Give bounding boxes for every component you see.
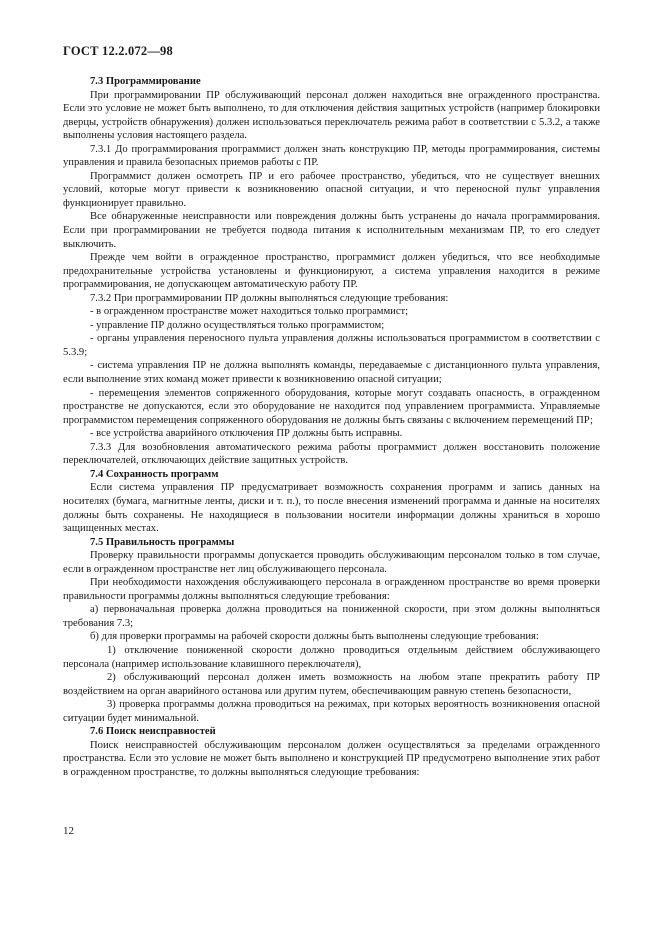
paragraph: Если система управления ПР предусматривает возможность сохранения программ и запись данных на носителях (бумага, магнитные ленты, диски и т. п.), то после внесения изменений программа и данные на носителях должны быть сохранены. Не находящиеся в пользовании носители информации должны храниться в хорошо защищенных местах. xyxy=(63,482,600,535)
section-heading: 7.5 Правильность программы xyxy=(90,536,235,548)
section-heading: 7.4 Сохранность программ xyxy=(90,468,219,480)
paragraph: - в огражденном пространстве может находиться только программист; xyxy=(90,306,409,318)
section-heading: 7.3 Программирование xyxy=(90,76,201,87)
paragraph: 7.3.3 Для возобновления автоматического режима работы программист должен восстановить положение переключателей, отключающих действие защитных устройств. xyxy=(63,441,600,467)
paragraph: - органы управления переносного пульта управления должны использоваться программистом в соответствии с 5.3.9; xyxy=(63,333,600,358)
paragraph: Прежде чем войти в огражденное пространство, программист должен убедиться, что все необходимые предохранительные устройства установлены и функционируют, а система управления находится в режиме программирования, не допускающем автоматическую работу ПР. xyxy=(63,252,600,291)
paragraph: 2) обслуживающий персонал должен иметь возможность на любом этапе прекратить работу ПР воздействием на орган аварийного останова или другим путем, обеспечивающим равную степень безопасности, xyxy=(63,672,600,697)
paragraph: При необходимости нахождения обслуживающего персонала в огражденном пространстве во время проверки правильности программы должны выполняться следующие требования: xyxy=(63,577,600,602)
paragraph: - управление ПР должно осуществляться только программистом; xyxy=(90,319,385,331)
paragraph: 7.3.1 До программирования программист должен знать конструкцию ПР, методы программирования, системы управления и правила безопасных приемов работы с ПР. xyxy=(63,143,600,169)
paragraph: Поиск неисправностей обслуживающим персоналом должен осуществляться за пределами огражденного пространства. Если это условие не может быть выполнено и конструкцией ПР предусмотрено выполнение этих работ в огражденном пространстве, то должны выполняться следующие требования: xyxy=(63,739,600,778)
paragraph: - перемещения элементов сопряженного оборудования, которые могут создавать опасность, в огражденном пространстве не допускаются, если это оборудование не находится под управлением программиста. Управляемые программистом перемещения сопряженного оборудования не должны быть связаны с включением перемещений ПР; xyxy=(63,387,600,426)
paragraph: - все устройства аварийного отключения ПР должны быть исправны. xyxy=(90,428,403,440)
paragraph: - система управления ПР не должна выполнять команды, передаваемые с дистанционного пульта управления, если выполнение этих команд может привести к возникновению опасной ситуации; xyxy=(63,360,600,386)
paragraph: 3) проверка программы должна проводиться на режимах, при которых вероятность возникновения опасной ситуации будет минимальной. xyxy=(63,699,600,724)
page-number: 12 xyxy=(63,825,74,837)
paragraph: Все обнаруженные неисправности или повреждения должны быть устранены до начала программирования. Если при программировании не требуется подвода питания к исполнительным механизмам ПР, то его следует выключить. xyxy=(63,211,600,250)
section-heading: 7.6 Поиск неисправностей xyxy=(90,726,216,738)
document-header: ГОСТ 12.2.072—98 xyxy=(63,44,173,58)
paragraph: Проверку правильности программы допускается проводить обслуживающим персоналом только в том случае, если в огражденном пространстве нет лиц обслуживающего персонала. xyxy=(63,550,600,575)
paragraph: При программировании ПР обслуживающий персонал должен находиться вне огражденного пространства. Если это условие не может быть выполнено, то для отключения действия защитных устройств (например блокировки дверцы, устройств обнаружения) должен использоваться переключатель режима работ в соответствии с 5.3.2, а также выполнены условия настоящего раздела. xyxy=(63,89,600,142)
paragraph: б) для проверки программы на рабочей скорости должны быть выполнены следующие требования: xyxy=(90,631,539,643)
paragraph: 7.3.2 При программировании ПР должны выполняться следующие требования: xyxy=(90,292,449,304)
paragraph: 1) отключение пониженной скорости должно проводиться отдельным действием обслуживающего персонала (например использование клавишного переключателя), xyxy=(63,644,600,670)
paragraph: Программист должен осмотреть ПР и его рабочее пространство, убедиться, что не существует внешних условий, которые могут привести к возникновению опасной ситуации, и что переносной пульт управления функционирует правильно. xyxy=(63,170,600,209)
document-body xyxy=(63,75,600,779)
paragraph: а) первоначальная проверка должна проводиться на пониженной скорости, при этом должны выполняться требования 7.3; xyxy=(63,604,600,629)
